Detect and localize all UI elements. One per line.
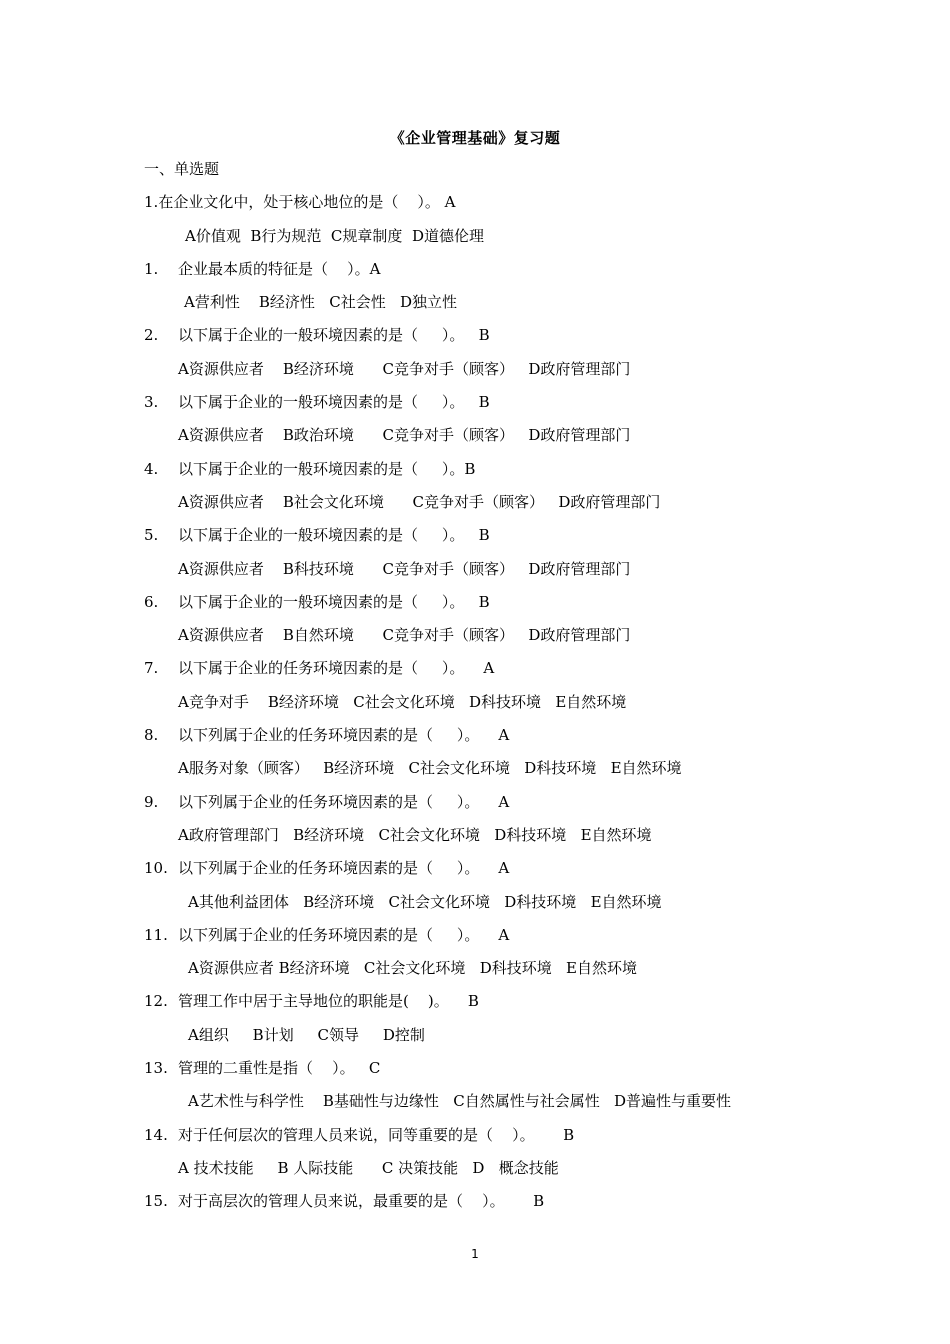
question-number: 9. bbox=[144, 792, 159, 811]
question-line bbox=[144, 724, 824, 757]
question-line bbox=[144, 458, 824, 491]
question-line bbox=[144, 258, 824, 291]
section-heading: 一、单选题 bbox=[144, 160, 220, 178]
question-line bbox=[144, 1057, 824, 1090]
question-text: 以下列属于企业的任务环境因素的是（ ）。 A bbox=[178, 859, 510, 878]
options-line: A资源供应者 B科技环境 C竞争对手（顾客） D政府管理部门 bbox=[178, 559, 631, 578]
question-number: 1. bbox=[144, 193, 159, 212]
question-number: 6. bbox=[144, 592, 159, 611]
question-text: 以下属于企业的任务环境因素的是（ ）。 A bbox=[178, 659, 495, 678]
question-number: 15. bbox=[144, 1192, 168, 1211]
question-text: 在企业文化中，处于核心地位的是（ ）。 A bbox=[158, 193, 456, 212]
question-text: 以下属于企业的一般环境因素的是（ ）。 B bbox=[178, 393, 490, 412]
question-line bbox=[144, 924, 824, 957]
options-line: A组织 B计划 C领导 D控制 bbox=[188, 1025, 425, 1044]
question-line bbox=[144, 591, 824, 624]
question-number: 10. bbox=[144, 859, 168, 878]
question-text: 管理工作中居于主导地位的职能是( )。 B bbox=[178, 992, 479, 1011]
options-line: A资源供应者 B社会文化环境 C竞争对手（顾客） D政府管理部门 bbox=[178, 492, 661, 511]
question-text: 企业最本质的特征是（ ）。A bbox=[178, 259, 381, 278]
question-text: 以下列属于企业的任务环境因素的是（ ）。 A bbox=[178, 925, 510, 944]
options-line: A艺术性与科学性 B基础性与边缘性 C自然属性与社会属性 D普遍性与重要性 bbox=[188, 1092, 732, 1111]
question-number: 11. bbox=[144, 925, 168, 944]
options-line: A资源供应者 B经济环境 C竞争对手（顾客） D政府管理部门 bbox=[178, 359, 631, 378]
options-line: A竞争对手 B经济环境 C社会文化环境 D科技环境 E自然环境 bbox=[178, 692, 627, 711]
options-line: A服务对象（顾客） B经济环境 C社会文化环境 D科技环境 E自然环境 bbox=[178, 759, 682, 778]
question-text: 对于高层次的管理人员来说，最重要的是（ ）。 B bbox=[178, 1192, 545, 1211]
question-text: 以下列属于企业的任务环境因素的是（ ）。 A bbox=[178, 726, 510, 745]
question-number: 7. bbox=[144, 659, 159, 678]
options-line: A营利性 B经济性 C社会性 D独立性 bbox=[184, 293, 458, 312]
document-title: 《企业管理基础》复习题 bbox=[389, 129, 561, 147]
question-number: 2. bbox=[144, 326, 159, 345]
question-line bbox=[144, 324, 824, 357]
options-line: A其他利益团体 B经济环境 C社会文化环境 D科技环境 E自然环境 bbox=[188, 892, 662, 911]
question-number: 3. bbox=[144, 393, 159, 412]
question-line bbox=[144, 791, 824, 824]
options-line: A政府管理部门 B经济环境 C社会文化环境 D科技环境 E自然环境 bbox=[178, 825, 652, 844]
question-text: 以下属于企业的一般环境因素的是（ ）。 B bbox=[178, 326, 490, 345]
question-line bbox=[144, 990, 824, 1023]
question-line bbox=[144, 857, 824, 890]
question-line bbox=[144, 191, 824, 224]
question-text: 对于任何层次的管理人员来说，同等重要的是（ ）。 B bbox=[178, 1125, 575, 1144]
question-number: 14. bbox=[144, 1125, 168, 1144]
question-text: 以下属于企业的一般环境因素的是（ ）。B bbox=[178, 459, 476, 478]
question-text: 管理的二重性是指（ ）。 C bbox=[178, 1059, 381, 1078]
question-number: 13. bbox=[144, 1059, 168, 1078]
question-line bbox=[144, 1124, 824, 1157]
page-number: 1 bbox=[471, 1247, 479, 1261]
options-line: A资源供应者 B自然环境 C竞争对手（顾客） D政府管理部门 bbox=[178, 626, 631, 645]
question-line bbox=[144, 657, 824, 690]
document-body bbox=[144, 158, 824, 1224]
question-line bbox=[144, 391, 824, 424]
question-text: 以下列属于企业的任务环境因素的是（ ）。 A bbox=[178, 792, 510, 811]
options-line: A 技术技能 B 人际技能 C 决策技能 D 概念技能 bbox=[178, 1158, 559, 1177]
question-number: 4. bbox=[144, 459, 159, 478]
options-line: A资源供应者 B经济环境 C社会文化环境 D科技环境 E自然环境 bbox=[188, 959, 637, 978]
options-line: A价值观 B行为规范 C规章制度 D道德伦理 bbox=[185, 226, 484, 245]
question-number: 1. bbox=[144, 259, 159, 278]
question-number: 5. bbox=[144, 526, 159, 545]
question-number: 8. bbox=[144, 726, 159, 745]
question-line bbox=[144, 524, 824, 557]
question-line bbox=[144, 1190, 824, 1223]
question-number: 12. bbox=[144, 992, 168, 1011]
question-text: 以下属于企业的一般环境因素的是（ ）。 B bbox=[178, 526, 490, 545]
question-text: 以下属于企业的一般环境因素的是（ ）。 B bbox=[178, 592, 490, 611]
options-line: A资源供应者 B政治环境 C竞争对手（顾客） D政府管理部门 bbox=[178, 426, 631, 445]
